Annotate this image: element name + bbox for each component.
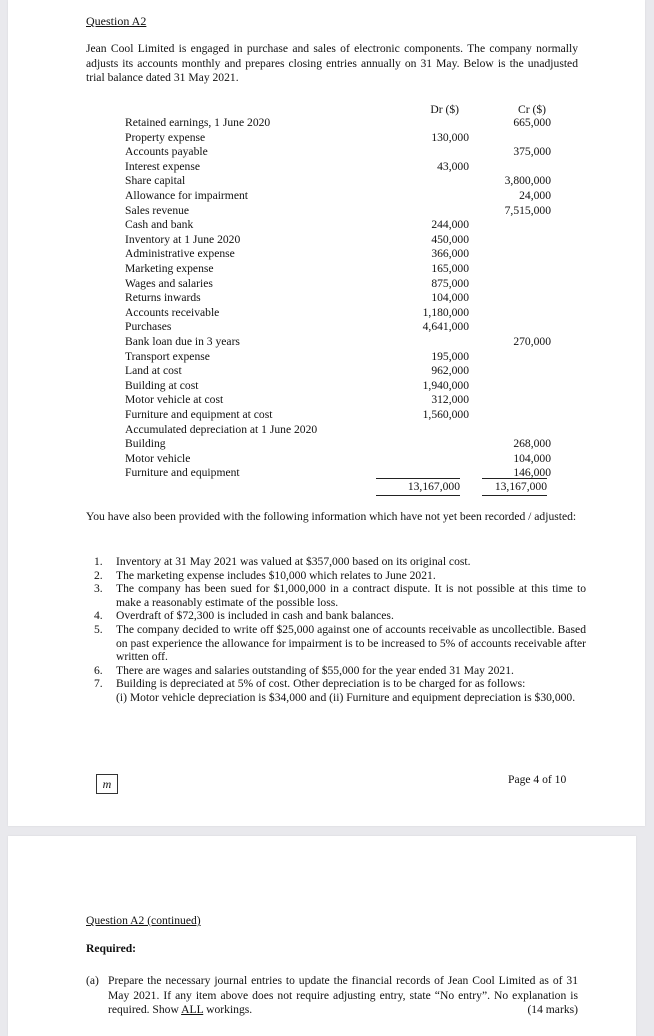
trial-balance-row: [125, 306, 555, 321]
account-name: Furniture and equipment: [125, 466, 240, 480]
part-a-emphasis: ALL: [181, 1003, 204, 1017]
account-name: Accumulated depreciation at 1 June 2020: [125, 422, 318, 436]
required-label: Required:: [86, 942, 137, 955]
account-name: Motor vehicle: [125, 451, 191, 465]
trial-balance-row: [125, 145, 555, 160]
account-name: Inventory at 1 June 2020: [125, 232, 241, 246]
trial-balance-row: [125, 174, 555, 189]
trial-balance-row: [125, 379, 555, 394]
total-rule-cr-bottom: [482, 495, 547, 496]
account-name: Land at cost: [125, 364, 182, 378]
note-text: There are wages and salaries outstanding of $55,000 for the year ended 31 May 2021.: [116, 663, 514, 677]
trial-balance-row: [125, 189, 555, 204]
note-text: The company decided to write off $25,000 against one of accounts receivable as uncollectible. Based on past experience the allowance for impairment is to be increased to 5% of accounts receivable after written off.: [116, 622, 586, 664]
part-a-instructions: [108, 974, 578, 1018]
trial-balance-row: [125, 218, 555, 233]
cr-column-header: Cr ($): [517, 103, 546, 116]
note-sub-text: (i) Motor vehicle depreciation is $34,000 and (ii) Furniture and equipment depreciation is $30,000.: [116, 690, 576, 704]
note-text: Inventory at 31 May 2021 was valued at $357,000 based on its original cost.: [116, 555, 471, 568]
adjustment-note: [94, 569, 586, 583]
account-name: Property expense: [125, 130, 206, 144]
part-a-marks: (14 marks): [527, 1003, 578, 1017]
trial-balance-row: [125, 116, 555, 131]
note-text: Building is depreciated at 5% of cost. Other depreciation is to be charged for as follows:: [116, 677, 526, 691]
note-text: The marketing expense includes $10,000 which relates to June 2021.: [116, 568, 436, 582]
trial-balance-row: [125, 423, 555, 438]
credit-amount: 665,000: [513, 116, 551, 129]
adjustment-note: [94, 609, 586, 623]
debit-amount: 130,000: [431, 130, 469, 144]
additional-info-intro: You have also been provided with the following information which have not yet been recorded / adjusted:: [86, 510, 577, 523]
note-number: 5.: [94, 622, 103, 636]
debit-amount: 244,000: [431, 218, 469, 232]
trial-balance-row: [125, 233, 555, 248]
note-number: 1.: [94, 555, 103, 568]
trial-balance-row: [125, 277, 555, 292]
debit-amount: 312,000: [431, 393, 469, 407]
debit-amount: 1,940,000: [422, 378, 469, 392]
part-a-label: (a): [86, 974, 99, 987]
part-a-text: Prepare the necessary journal entries to update the financial records of Jean Cool Limited as of 31 May 2021. If any item above does not require adjusting entry, state “No entry”. No explanation is required. Show: [108, 974, 578, 1017]
note-text: The company has been sued for $1,000,000 in a contract dispute. It is not possible at this time to make a reasonably estimate of the possible loss.: [116, 582, 586, 609]
account-name: Sales revenue: [125, 203, 190, 217]
trial-balance-row: [125, 160, 555, 175]
trial-balance-row: [125, 320, 555, 335]
trial-balance-row: [125, 335, 555, 350]
trial-balance-row: [125, 350, 555, 365]
account-name: Motor vehicle at cost: [125, 393, 224, 407]
adjustment-note: [94, 677, 586, 704]
debit-amount: 450,000: [431, 232, 469, 246]
total-rule-dr-bottom: [376, 495, 460, 496]
account-name: Interest expense: [125, 159, 201, 173]
account-name: Transport expense: [125, 349, 210, 363]
account-name: Furniture and equipment at cost: [125, 408, 273, 421]
account-name: Retained earnings, 1 June 2020: [125, 116, 271, 129]
note-text: Overdraft of $72,300 is included in cash and bank balances.: [116, 609, 394, 623]
trial-balance-row: [125, 247, 555, 262]
trial-balance-row: [125, 291, 555, 306]
account-name: Marketing expense: [125, 262, 214, 275]
trial-balance-row: [125, 364, 555, 379]
credit-amount: 268,000: [513, 437, 551, 451]
credit-amount: 270,000: [513, 335, 551, 348]
account-name: Share capital: [125, 174, 186, 188]
account-name: Allowance for impairment: [125, 189, 248, 202]
dr-column-header: Dr ($): [430, 103, 459, 116]
page-number: Page 4 of 10: [508, 773, 567, 786]
debit-amount: 1,180,000: [422, 305, 469, 319]
trial-balance-row: [125, 204, 555, 219]
adjustment-note: [94, 664, 586, 678]
debit-amount: 1,560,000: [422, 408, 469, 421]
debit-amount: 195,000: [431, 349, 469, 363]
trial-balance-row: [125, 437, 555, 452]
account-name: Returns inwards: [125, 291, 201, 305]
note-number: 3.: [94, 582, 103, 596]
account-name: Administrative expense: [125, 247, 235, 261]
account-name: Wages and salaries: [125, 276, 213, 290]
debit-amount: 4,641,000: [422, 320, 469, 334]
trial-balance-row: [125, 452, 555, 467]
account-name: Accounts payable: [125, 145, 208, 159]
debit-amount: 962,000: [431, 364, 469, 378]
total-dr: 13,167,000: [407, 480, 460, 493]
question-continued-heading: Question A2 (continued): [86, 914, 201, 927]
credit-amount: 146,000: [513, 466, 551, 480]
credit-amount: 24,000: [519, 189, 551, 202]
credit-amount: 3,800,000: [504, 174, 551, 188]
adjustment-note: [94, 555, 586, 569]
credit-amount: 375,000: [513, 145, 551, 159]
trial-balance-row: [125, 131, 555, 146]
debit-amount: 875,000: [431, 276, 469, 290]
trial-balance-row: [125, 262, 555, 277]
note-number: 6.: [94, 663, 103, 677]
account-name: Building at cost: [125, 378, 199, 392]
adjustment-note: [94, 582, 586, 609]
note-number: 2.: [94, 568, 103, 582]
credit-amount: 7,515,000: [504, 203, 551, 217]
total-rule-dr-top: [376, 478, 460, 479]
account-name: Bank loan due in 3 years: [125, 335, 240, 348]
brand-logo: m: [96, 774, 118, 794]
page-5: [8, 836, 636, 1036]
debit-amount: 366,000: [431, 247, 469, 261]
page-4: [8, 0, 645, 826]
debit-amount: 104,000: [431, 291, 469, 305]
adjustment-note: [94, 623, 586, 664]
adjustment-notes-list: [94, 555, 586, 705]
account-name: Accounts receivable: [125, 305, 220, 319]
debit-amount: 43,000: [437, 159, 469, 173]
credit-amount: 104,000: [513, 451, 551, 465]
question-heading: Question A2: [86, 14, 147, 28]
trial-balance-row: [125, 393, 555, 408]
total-cr: 13,167,000: [494, 480, 547, 493]
note-number: 4.: [94, 609, 103, 623]
debit-amount: 165,000: [431, 262, 469, 275]
total-rule-cr-top: [482, 478, 547, 479]
trial-balance-row: [125, 408, 555, 423]
account-name: Cash and bank: [125, 218, 194, 232]
part-a-text-end: workings.: [203, 1003, 253, 1017]
account-name: Purchases: [125, 320, 172, 334]
note-number: 7.: [94, 677, 103, 691]
intro-paragraph: Jean Cool Limited is engaged in purchase and sales of electronic components. The company normally adjusts its accounts monthly and prepares closing entries annually on 31 May. Below is the unadjusted trial balance dated 31 May 2021.: [86, 42, 578, 85]
account-name: Building: [125, 437, 166, 451]
